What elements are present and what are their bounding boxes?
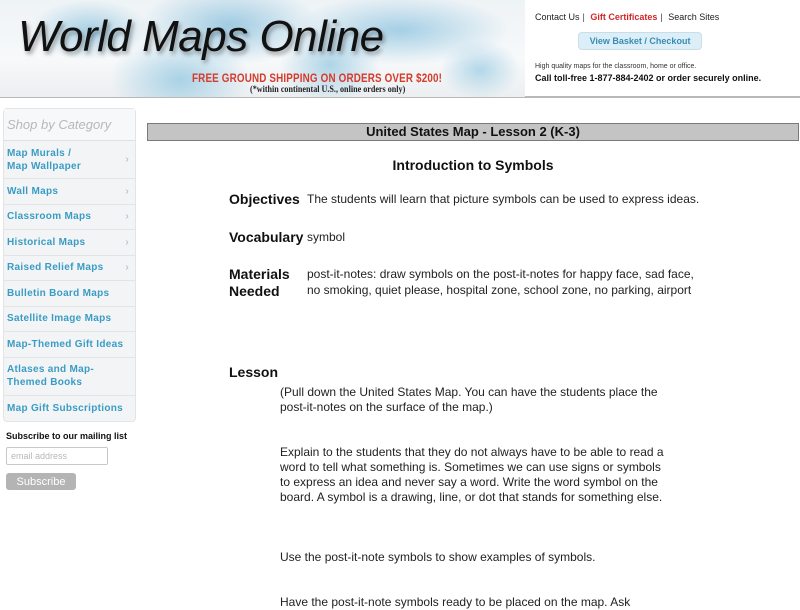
contact-us-link[interactable]: Contact Us	[535, 12, 580, 22]
sidebar-item-gift-subscriptions[interactable]	[4, 396, 135, 422]
lesson-label: Lesson	[229, 364, 279, 380]
chevron-right-icon: ›	[125, 211, 129, 223]
lesson-subtitle: Introduction to Symbols	[392, 157, 554, 173]
sidebar-item-label: Wall Maps	[7, 185, 59, 197]
sidebar-item-historical-maps[interactable]	[4, 230, 135, 256]
shipping-note: (*within continental U.S., online orders only)	[250, 84, 406, 94]
shipping-promo: FREE GROUND SHIPPING ON ORDERS OVER $200!	[192, 71, 443, 85]
sidebar-item-label: Map-Themed Gift Ideas	[7, 338, 124, 350]
site-logo[interactable]: World Maps Online	[18, 12, 384, 61]
vocabulary-row	[229, 229, 345, 246]
lesson-content	[147, 123, 799, 609]
category-menu	[3, 108, 136, 422]
category-menu-title: Shop by Category	[4, 109, 135, 141]
lesson-paragraph: (Pull down the United States Map. You can have the students place the post-it-notes on the surface of the map.)	[280, 385, 658, 414]
sidebar-item-gift-ideas[interactable]	[4, 332, 135, 358]
objectives-label: Objectives	[229, 191, 300, 207]
sidebar-item-label: Map Gift Subscriptions	[7, 402, 124, 414]
link-separator: |	[582, 12, 585, 22]
subscribe-button[interactable]: Subscribe	[6, 473, 76, 490]
chevron-right-icon: ›	[125, 154, 129, 165]
sidebar-item-bulletin-board-maps[interactable]	[4, 281, 135, 307]
sidebar-item-satellite-image-maps[interactable]	[4, 307, 135, 333]
vocabulary-label: Vocabulary	[229, 229, 304, 245]
site-header	[0, 0, 800, 98]
materials-row	[229, 266, 694, 300]
lesson-title-bar: United States Map - Lesson 2 (K-3)	[147, 123, 799, 141]
sidebar-item-label: Map Murals /	[7, 147, 72, 159]
lesson-paragraph: Use the post-it-note symbols to show examples of symbols.	[280, 550, 596, 564]
gift-certificates-link[interactable]: Gift Certificates	[590, 12, 658, 22]
top-links	[535, 12, 719, 22]
chevron-right-icon: ›	[125, 262, 129, 274]
vocabulary-text: symbol	[307, 230, 346, 244]
sidebar-item-label: Bulletin Board Maps	[7, 287, 110, 299]
lesson-paragraph: Explain to the students that they do not always have to be able to read a word to tell what something is. Sometimes we can use signs or symbols to express an idea and never say a word. Write the word symbol on the board. A symbol is a drawing, line, or dot that stands for something else.	[280, 445, 664, 504]
materials-label: Materials Needed	[229, 266, 290, 299]
search-sites-link[interactable]: Search Sites	[668, 12, 720, 22]
chevron-right-icon: ›	[125, 236, 129, 248]
phone-line: Call toll-free 1-877-884-2402 or order securely online.	[535, 73, 762, 83]
sidebar-item-label: Classroom Maps	[7, 211, 92, 223]
sidebar-item-label: Satellite Image Maps	[7, 313, 112, 325]
chevron-right-icon: ›	[125, 185, 129, 197]
tagline: High quality maps for the classroom, home or office.	[535, 63, 697, 70]
sidebar-item-raised-relief-maps[interactable]	[4, 256, 135, 282]
sidebar-item-classroom-maps[interactable]	[4, 205, 135, 231]
sidebar-item-label: Historical Maps	[7, 236, 86, 248]
sidebar-item-wall-maps[interactable]	[4, 179, 135, 205]
sidebar-item-label: Map Wallpaper	[7, 160, 82, 172]
sidebar-item-label: Raised Relief Maps	[7, 262, 104, 274]
objectives-row	[229, 191, 699, 208]
sidebar	[3, 108, 136, 490]
world-map-banner[interactable]	[0, 0, 525, 97]
view-basket-button[interactable]: View Basket / Checkout	[578, 32, 702, 50]
lesson-paragraph: Have the post-it-note symbols ready to be placed on the map. Ask	[280, 595, 631, 609]
sidebar-item-label: Atlases and Map-	[7, 364, 95, 375]
sidebar-item-atlases-books[interactable]	[4, 358, 135, 396]
materials-text: post-it-notes: draw symbols on the post-it-notes for happy face, sad face, no smoking, quiet please, hospital zone, school zone, no parking, airport	[307, 267, 694, 297]
objectives-text: The students will learn that picture symbols can be used to express ideas.	[307, 192, 700, 206]
email-input[interactable]	[6, 447, 108, 465]
sidebar-item-map-murals[interactable]	[4, 141, 135, 179]
link-separator: |	[660, 12, 663, 22]
mailing-list-title: Subscribe to our mailing list	[6, 431, 128, 441]
sidebar-item-label: Themed Books	[7, 377, 83, 388]
